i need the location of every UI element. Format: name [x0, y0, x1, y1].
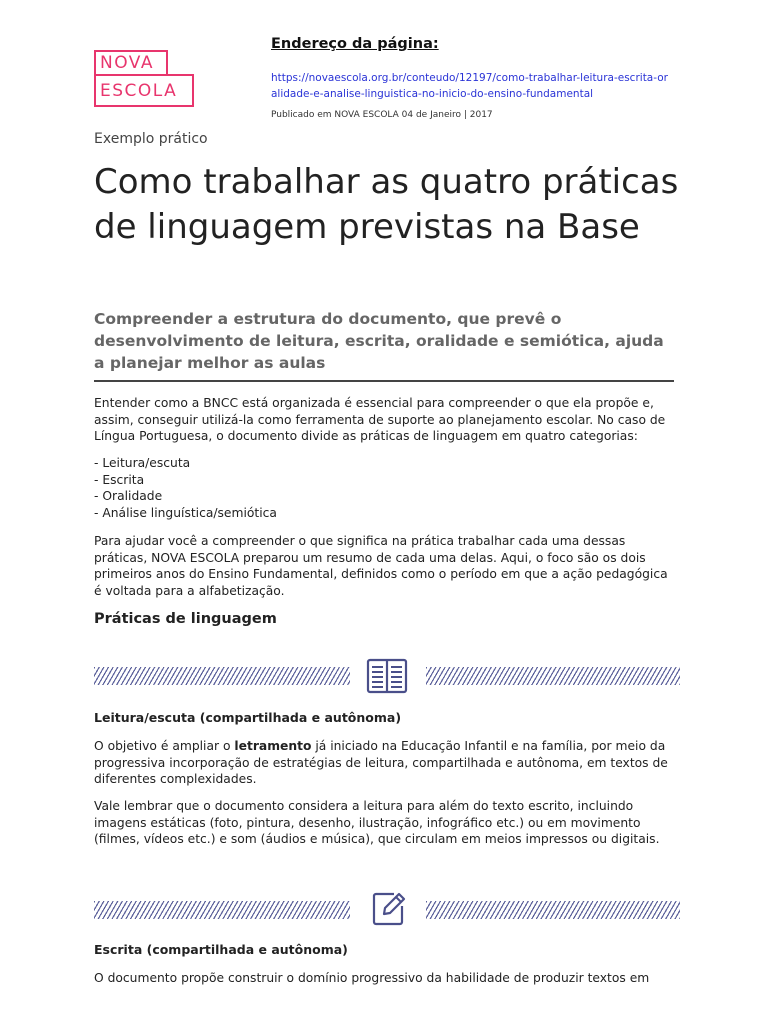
page-url-link[interactable]: https://novaescola.org.br/conteudo/12197/como-trabalhar-leitura-escrita-oralidade-e-analise-linguistica-no-inicio-do-ensino-fundamental [271, 72, 668, 100]
list-item: - Oralidade [94, 489, 163, 503]
escrita-paragraph-1: O documento propõe construir o domínio progressivo da habilidade de produzir textos em [94, 971, 650, 985]
section-heading-escrita: Escrita (compartilhada e autônoma) [94, 942, 348, 957]
edit-icon [368, 888, 410, 930]
divider-rule [94, 380, 674, 382]
leitura-paragraph-2: Vale lembrar que o documento considera a leitura para além do texto escrito, incluindo imagens estáticas (foto, pintura, desenho, ilustração, infográfico etc.) ou em movimento (filmes, vídeos etc.) e som (áudios e música), que circulam em meios impressos ou digitais. [94, 799, 660, 846]
letramento-term: letramento [234, 739, 312, 753]
list-item: - Escrita [94, 472, 145, 487]
leitura-paragraph-1: O objetivo é ampliar o letramento já iniciado na Educação Infantil e na família, por meio da progressiva incorporação de estratégias de leitura, compartilhada e autônoma, em textos de diferentes complexidades. [94, 739, 668, 786]
book-icon [366, 656, 408, 698]
stripe-divider-left [94, 901, 350, 919]
intro-paragraph: Entender como a BNCC está organizada é essencial para compreender o que ela propõe e, assim, conseguir utilizá-la como ferramenta de suporte ao planejamento escolar. No caso de Língua Portuguesa, o documento divide as práticas de linguagem em quatro categorias: [94, 396, 666, 443]
logo-line1: NOVA [100, 53, 154, 73]
nova-escola-logo [94, 50, 194, 107]
practices-list [94, 455, 674, 521]
article-kicker: Exemplo prático [94, 131, 208, 147]
section-heading: Práticas de linguagem [94, 611, 277, 627]
stripe-divider-right [426, 901, 680, 919]
logo-line2: ESCOLA [100, 81, 178, 101]
stripe-divider-left [94, 667, 350, 685]
stripe-divider-right [426, 667, 680, 685]
list-item: - Análise linguística/semiótica [94, 505, 277, 520]
article-subtitle: Compreender a estrutura do documento, que prevê o desenvolvimento de leitura, escrita, oralidade e semiótica, ajuda a planejar melhor as aulas [94, 310, 664, 372]
section-heading-leitura: Leitura/escuta (compartilhada e autônoma) [94, 710, 402, 725]
article-title: Como trabalhar as quatro práticas de linguagem previstas na Base [94, 162, 679, 247]
published-date: Publicado em NOVA ESCOLA 04 de Janeiro | 2017 [271, 110, 493, 120]
address-title: Endereço da página: [271, 36, 439, 52]
list-item: - Leitura/escuta [94, 456, 191, 470]
summary-paragraph: Para ajudar você a compreender o que significa na prática trabalhar cada uma dessas práticas, NOVA ESCOLA preparou um resumo de cada uma delas. Aqui, o foco são os dois primeiros anos do Ensino Fundamental, definidos como o período em que a ação pedagógica é voltada para a alfabetização. [94, 534, 668, 598]
